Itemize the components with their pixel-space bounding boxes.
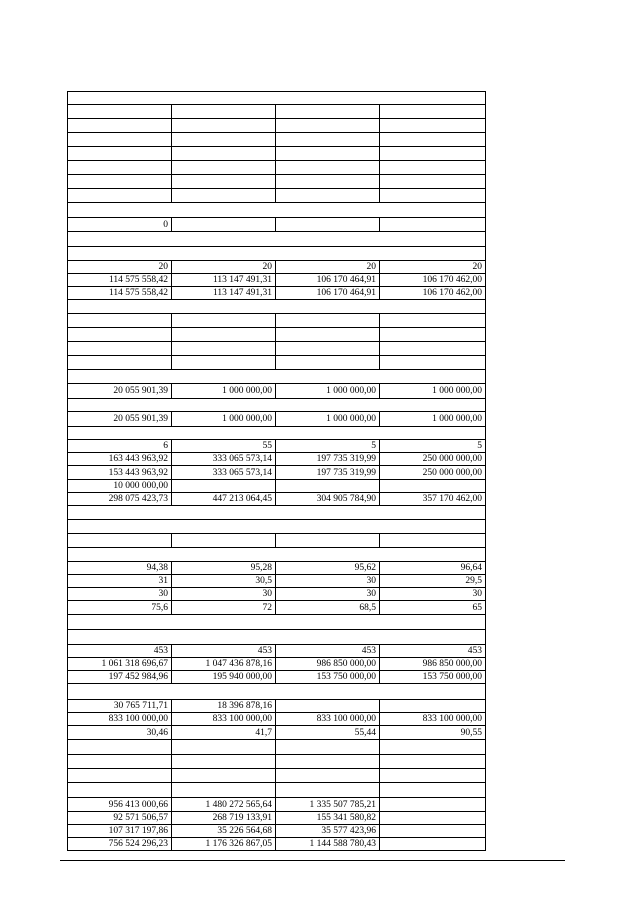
table-cell xyxy=(276,218,380,232)
table-cell xyxy=(380,328,486,342)
table-row xyxy=(68,825,486,838)
table-cell: 55 xyxy=(172,440,276,453)
table-row xyxy=(68,370,486,384)
table-row xyxy=(68,575,486,588)
table-cell: 1 000 000,00 xyxy=(276,412,380,427)
table-cell: 5 xyxy=(276,440,380,453)
table-cell xyxy=(68,783,172,798)
table-cell xyxy=(276,740,380,755)
table-cell xyxy=(68,520,486,534)
table-row xyxy=(68,588,486,601)
table-row xyxy=(68,247,486,261)
table-cell: 30 765 711,71 xyxy=(68,700,172,713)
table-cell xyxy=(172,189,276,203)
table-cell xyxy=(68,506,486,520)
table-cell xyxy=(276,161,380,175)
table-cell xyxy=(276,314,380,328)
table-cell: 250 000 000,00 xyxy=(380,466,486,480)
table-cell xyxy=(380,342,486,356)
table-cell: 113 147 491,31 xyxy=(172,287,276,300)
table-row xyxy=(68,755,486,769)
table-row xyxy=(68,287,486,300)
table-cell: 833 100 000,00 xyxy=(68,713,172,726)
table-cell: 250 000 000,00 xyxy=(380,453,486,466)
table-cell xyxy=(68,247,486,261)
table-cell xyxy=(68,427,486,440)
table-cell xyxy=(172,534,276,548)
table-cell: 106 170 464,91 xyxy=(276,287,380,300)
table-cell xyxy=(276,700,380,713)
table-cell xyxy=(68,300,486,314)
table-row xyxy=(68,328,486,342)
table-cell: 1 061 318 696,67 xyxy=(68,658,172,671)
table-cell: 1 000 000,00 xyxy=(380,384,486,399)
table-cell xyxy=(172,783,276,798)
table-cell xyxy=(276,119,380,133)
table-cell: 1 000 000,00 xyxy=(380,412,486,427)
table-cell xyxy=(276,769,380,783)
table-row xyxy=(68,232,486,247)
table-cell xyxy=(380,314,486,328)
table-cell: 153 750 000,00 xyxy=(276,671,380,684)
table-cell: 357 170 462,00 xyxy=(380,493,486,506)
table-cell xyxy=(276,147,380,161)
table-cell: 94,38 xyxy=(68,562,172,575)
table-cell xyxy=(380,838,486,851)
table-cell xyxy=(380,161,486,175)
page-footer-rule xyxy=(60,860,565,861)
table-cell xyxy=(276,480,380,493)
table-cell xyxy=(68,755,172,769)
table-cell: 114 575 558,42 xyxy=(68,274,172,287)
table-cell: 106 170 462,00 xyxy=(380,274,486,287)
table-cell: 195 940 000,00 xyxy=(172,671,276,684)
table-cell: 20 xyxy=(380,261,486,274)
table-cell: 1 000 000,00 xyxy=(172,384,276,399)
table-cell: 35 226 564,68 xyxy=(172,825,276,838)
table-cell: 30 xyxy=(276,575,380,588)
table-cell: 10 000 000,00 xyxy=(68,480,172,493)
data-table xyxy=(67,91,486,851)
table-cell: 30 xyxy=(68,588,172,601)
table-cell: 447 213 064,45 xyxy=(172,493,276,506)
table-cell xyxy=(380,755,486,769)
table-cell xyxy=(380,783,486,798)
table-row xyxy=(68,671,486,684)
table-cell xyxy=(68,175,172,189)
table-row xyxy=(68,147,486,161)
table-cell xyxy=(68,615,486,630)
table-cell: 298 075 423,73 xyxy=(68,493,172,506)
table-cell xyxy=(380,119,486,133)
table-cell: 30 xyxy=(380,588,486,601)
table-row xyxy=(68,713,486,726)
table-cell: 20 xyxy=(276,261,380,274)
table-cell: 20 055 901,39 xyxy=(68,412,172,427)
table-cell xyxy=(380,133,486,147)
table-row xyxy=(68,412,486,427)
table-cell xyxy=(380,356,486,370)
table-cell xyxy=(172,480,276,493)
table-cell xyxy=(68,740,172,755)
table-cell xyxy=(276,783,380,798)
table-row xyxy=(68,218,486,232)
table-row xyxy=(68,105,486,119)
table-row xyxy=(68,480,486,493)
table-cell xyxy=(68,548,486,562)
table-cell: 1 176 326 867,05 xyxy=(172,838,276,851)
table-cell xyxy=(68,232,486,247)
table-cell xyxy=(68,684,486,700)
table-cell: 1 335 507 785,21 xyxy=(276,798,380,812)
table-cell: 986 850 000,00 xyxy=(276,658,380,671)
table-cell xyxy=(68,399,486,412)
table-cell xyxy=(68,630,486,645)
table-cell: 1 144 588 780,43 xyxy=(276,838,380,851)
table-cell: 333 065 573,14 xyxy=(172,466,276,480)
table-row xyxy=(68,493,486,506)
table-cell: 106 170 462,00 xyxy=(380,287,486,300)
table-row xyxy=(68,658,486,671)
table-cell: 268 719 133,91 xyxy=(172,812,276,825)
table-cell: 20 xyxy=(68,261,172,274)
table-row xyxy=(68,783,486,798)
table-cell: 956 413 000,66 xyxy=(68,798,172,812)
table-cell: 96,64 xyxy=(380,562,486,575)
table-cell: 453 xyxy=(276,645,380,658)
table-cell: 18 396 878,16 xyxy=(172,700,276,713)
table-cell xyxy=(172,105,276,119)
table-cell xyxy=(276,342,380,356)
table-row xyxy=(68,838,486,851)
table-cell xyxy=(68,119,172,133)
table-cell: 107 317 197,86 xyxy=(68,825,172,838)
table-cell xyxy=(68,147,172,161)
table-cell: 163 443 963,92 xyxy=(68,453,172,466)
table-cell xyxy=(68,314,172,328)
table-cell xyxy=(172,342,276,356)
table-row xyxy=(68,630,486,645)
table-cell: 833 100 000,00 xyxy=(380,713,486,726)
table-cell xyxy=(380,175,486,189)
table-cell xyxy=(276,189,380,203)
table-row xyxy=(68,601,486,615)
table-row xyxy=(68,314,486,328)
table-cell xyxy=(172,740,276,755)
table-cell xyxy=(380,189,486,203)
table-cell: 30 xyxy=(276,588,380,601)
table-cell: 113 147 491,31 xyxy=(172,274,276,287)
table-cell: 986 850 000,00 xyxy=(380,658,486,671)
table-cell: 197 452 984,96 xyxy=(68,671,172,684)
table-row xyxy=(68,203,486,218)
table-cell xyxy=(68,105,172,119)
table-cell: 304 905 784,90 xyxy=(276,493,380,506)
table-row xyxy=(68,520,486,534)
table-row xyxy=(68,798,486,812)
table-cell: 155 341 580,82 xyxy=(276,812,380,825)
table-cell: 833 100 000,00 xyxy=(172,713,276,726)
table-row xyxy=(68,342,486,356)
table-cell: 114 575 558,42 xyxy=(68,287,172,300)
table-row xyxy=(68,440,486,453)
table-row xyxy=(68,466,486,480)
table-cell xyxy=(68,769,172,783)
table-cell: 1 000 000,00 xyxy=(276,384,380,399)
table-cell: 95,28 xyxy=(172,562,276,575)
table-cell: 90,55 xyxy=(380,726,486,740)
table-cell xyxy=(276,175,380,189)
table-row xyxy=(68,399,486,412)
table-row xyxy=(68,700,486,713)
table-cell: 5 xyxy=(380,440,486,453)
table-cell: 95,62 xyxy=(276,562,380,575)
table-cell: 55,44 xyxy=(276,726,380,740)
table-cell: 41,7 xyxy=(172,726,276,740)
table-cell: 453 xyxy=(380,645,486,658)
table-cell: 153 443 963,92 xyxy=(68,466,172,480)
table-cell xyxy=(380,740,486,755)
table-cell xyxy=(68,342,172,356)
table-cell xyxy=(276,133,380,147)
table-cell: 0 xyxy=(68,218,172,232)
table-row xyxy=(68,812,486,825)
table-row xyxy=(68,740,486,755)
table-row xyxy=(68,427,486,440)
table-cell: 106 170 464,91 xyxy=(276,274,380,287)
table-row xyxy=(68,548,486,562)
table-cell: 333 065 573,14 xyxy=(172,453,276,466)
table-cell: 75,6 xyxy=(68,601,172,615)
table-row xyxy=(68,645,486,658)
table-row xyxy=(68,161,486,175)
table-cell xyxy=(380,105,486,119)
table-cell xyxy=(380,798,486,812)
table-cell: 1 480 272 565,64 xyxy=(172,798,276,812)
table-row xyxy=(68,261,486,274)
table-cell: 453 xyxy=(68,645,172,658)
table-cell: 197 735 319,99 xyxy=(276,466,380,480)
table-cell xyxy=(68,370,486,384)
table-cell xyxy=(276,534,380,548)
table-row xyxy=(68,453,486,466)
table-cell xyxy=(68,356,172,370)
table-cell xyxy=(276,105,380,119)
table-cell: 68,5 xyxy=(276,601,380,615)
table-cell xyxy=(172,161,276,175)
table-cell: 153 750 000,00 xyxy=(380,671,486,684)
table-cell: 92 571 506,57 xyxy=(68,812,172,825)
table-row xyxy=(68,189,486,203)
table-row xyxy=(68,684,486,700)
table-cell xyxy=(380,218,486,232)
table-cell: 31 xyxy=(68,575,172,588)
table-cell xyxy=(68,133,172,147)
table-row xyxy=(68,356,486,370)
table-cell: 833 100 000,00 xyxy=(276,713,380,726)
table-cell xyxy=(380,700,486,713)
table-cell: 29,5 xyxy=(380,575,486,588)
table-cell: 30,5 xyxy=(172,575,276,588)
table-cell xyxy=(172,314,276,328)
table-cell xyxy=(276,356,380,370)
table-cell xyxy=(68,203,486,218)
table-cell: 30 xyxy=(172,588,276,601)
table-cell: 20 xyxy=(172,261,276,274)
table-cell xyxy=(380,147,486,161)
table-cell xyxy=(172,769,276,783)
table-row xyxy=(68,506,486,520)
table-cell: 72 xyxy=(172,601,276,615)
table-row xyxy=(68,726,486,740)
table-cell: 197 735 319,99 xyxy=(276,453,380,466)
table-row xyxy=(68,615,486,630)
table-row xyxy=(68,769,486,783)
table-cell xyxy=(380,480,486,493)
table-cell xyxy=(68,189,172,203)
table-cell: 30,46 xyxy=(68,726,172,740)
table-cell xyxy=(276,755,380,769)
table-row xyxy=(68,274,486,287)
table-row xyxy=(68,534,486,548)
table-cell xyxy=(172,133,276,147)
table-cell: 1 000 000,00 xyxy=(172,412,276,427)
table-cell xyxy=(172,755,276,769)
table-cell: 453 xyxy=(172,645,276,658)
table-cell xyxy=(276,328,380,342)
table-cell: 756 524 296,23 xyxy=(68,838,172,851)
table-row xyxy=(68,133,486,147)
table-cell xyxy=(380,825,486,838)
table-cell xyxy=(380,769,486,783)
table-cell xyxy=(380,812,486,825)
table-row xyxy=(68,562,486,575)
table-row xyxy=(68,300,486,314)
table-cell xyxy=(68,161,172,175)
table-cell xyxy=(380,534,486,548)
table-row xyxy=(68,119,486,133)
table-cell: 35 577 423,96 xyxy=(276,825,380,838)
table-cell: 20 055 901,39 xyxy=(68,384,172,399)
table-cell xyxy=(172,328,276,342)
table-row xyxy=(68,175,486,189)
table-cell xyxy=(68,92,486,105)
table-row xyxy=(68,92,486,105)
table-cell xyxy=(68,328,172,342)
table-cell: 1 047 436 878,16 xyxy=(172,658,276,671)
table-cell xyxy=(172,119,276,133)
table-cell xyxy=(68,534,172,548)
table-cell xyxy=(172,218,276,232)
table-cell xyxy=(172,356,276,370)
table-cell xyxy=(172,175,276,189)
spreadsheet-page xyxy=(67,91,485,851)
table-cell xyxy=(172,147,276,161)
table-cell: 65 xyxy=(380,601,486,615)
table-row xyxy=(68,384,486,399)
table-cell: 6 xyxy=(68,440,172,453)
